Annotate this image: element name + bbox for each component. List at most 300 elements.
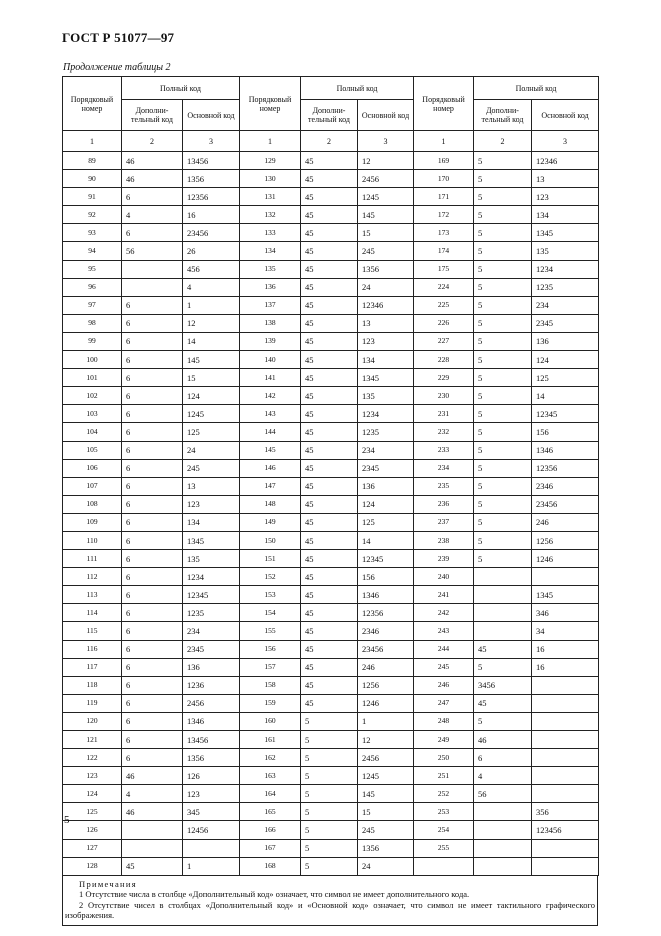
- basic-code-cell: 125: [532, 369, 599, 387]
- additional-code-cell: 45: [301, 170, 358, 188]
- additional-code-cell: 45: [301, 260, 358, 278]
- basic-code-cell: 12: [183, 314, 240, 332]
- table-row: [63, 513, 599, 531]
- basic-code-cell: 23456: [358, 640, 414, 658]
- table-row: [63, 423, 599, 441]
- basic-code-cell: 13456: [183, 731, 240, 749]
- basic-code-cell: 12346: [532, 152, 599, 170]
- ordinal-cell: 99: [63, 332, 122, 350]
- additional-code-cell: 45: [301, 622, 358, 640]
- basic-code-cell: 1245: [183, 405, 240, 423]
- ordinal-cell: 113: [63, 586, 122, 604]
- ordinal-cell: 117: [63, 658, 122, 676]
- basic-code-cell: [532, 568, 599, 586]
- additional-code-header: Дополни-тельный код: [122, 100, 183, 131]
- additional-code-cell: 5: [301, 803, 358, 821]
- ordinal-cell: 91: [63, 188, 122, 206]
- basic-code-cell: 13: [532, 170, 599, 188]
- ordinal-cell: 95: [63, 260, 122, 278]
- additional-code-cell: 6: [122, 369, 183, 387]
- basic-code-cell: 345: [183, 803, 240, 821]
- basic-code-cell: 1246: [358, 694, 414, 712]
- ordinal-cell: 120: [63, 712, 122, 730]
- ordinal-cell: 139: [240, 332, 301, 350]
- ordinal-cell: 159: [240, 694, 301, 712]
- basic-code-cell: 123: [183, 495, 240, 513]
- ordinal-cell: 116: [63, 640, 122, 658]
- basic-code-cell: 135: [358, 387, 414, 405]
- ordinal-header: Порядковый номер: [240, 77, 301, 131]
- additional-code-cell: 46: [474, 731, 532, 749]
- ordinal-cell: 140: [240, 351, 301, 369]
- table-row: [63, 857, 599, 875]
- ordinal-cell: 149: [240, 513, 301, 531]
- basic-code-cell: 136: [532, 332, 599, 350]
- column-number: 2: [122, 131, 183, 152]
- additional-code-cell: 5: [301, 839, 358, 857]
- additional-code-cell: 5: [474, 441, 532, 459]
- basic-code-cell: 13: [183, 477, 240, 495]
- ordinal-cell: 125: [63, 803, 122, 821]
- basic-code-cell: [183, 839, 240, 857]
- additional-code-cell: 5: [474, 477, 532, 495]
- full-code-header: Полный код: [122, 77, 240, 100]
- ordinal-cell: 106: [63, 459, 122, 477]
- table-row: [63, 332, 599, 350]
- basic-code-cell: 1356: [358, 839, 414, 857]
- ordinal-cell: 94: [63, 242, 122, 260]
- additional-code-cell: 6: [122, 459, 183, 477]
- additional-code-cell: 5: [474, 423, 532, 441]
- additional-code-cell: 45: [301, 531, 358, 549]
- table-row: [63, 387, 599, 405]
- ordinal-header: Порядковый номер: [63, 77, 122, 131]
- additional-code-cell: 6: [122, 586, 183, 604]
- additional-code-cell: 5: [474, 260, 532, 278]
- basic-code-cell: 245: [358, 242, 414, 260]
- ordinal-cell: 148: [240, 495, 301, 513]
- ordinal-cell: [414, 857, 474, 875]
- basic-code-cell: 1256: [532, 531, 599, 549]
- additional-code-cell: 6: [122, 658, 183, 676]
- ordinal-cell: 241: [414, 586, 474, 604]
- additional-code-cell: 6: [122, 332, 183, 350]
- basic-code-cell: 1235: [532, 278, 599, 296]
- basic-code-cell: 346: [532, 604, 599, 622]
- column-number: 2: [301, 131, 358, 152]
- additional-code-cell: 6: [122, 676, 183, 694]
- additional-code-cell: [474, 803, 532, 821]
- basic-code-cell: 13: [358, 314, 414, 332]
- basic-code-cell: 15: [358, 224, 414, 242]
- ordinal-cell: 254: [414, 821, 474, 839]
- additional-code-cell: 6: [122, 550, 183, 568]
- basic-code-cell: [532, 749, 599, 767]
- basic-code-cell: 1256: [358, 676, 414, 694]
- table-row: [63, 676, 599, 694]
- additional-code-header: Дополни-тельный код: [474, 100, 532, 131]
- ordinal-cell: 244: [414, 640, 474, 658]
- additional-code-cell: 6: [122, 731, 183, 749]
- basic-code-cell: 12356: [358, 604, 414, 622]
- ordinal-cell: 135: [240, 260, 301, 278]
- additional-code-cell: 45: [301, 332, 358, 350]
- additional-code-cell: 45: [301, 242, 358, 260]
- table-row: [63, 694, 599, 712]
- additional-code-cell: 6: [122, 640, 183, 658]
- basic-code-cell: 16: [532, 658, 599, 676]
- ordinal-cell: 107: [63, 477, 122, 495]
- ordinal-cell: 118: [63, 676, 122, 694]
- additional-code-cell: 6: [122, 387, 183, 405]
- column-number: 3: [358, 131, 414, 152]
- additional-code-cell: 5: [474, 369, 532, 387]
- basic-code-cell: [532, 767, 599, 785]
- basic-code-cell: 12345: [183, 586, 240, 604]
- basic-code-cell: 1356: [358, 260, 414, 278]
- additional-code-cell: 5: [474, 513, 532, 531]
- additional-code-cell: 45: [301, 586, 358, 604]
- ordinal-cell: 157: [240, 658, 301, 676]
- ordinal-header: Порядковый номер: [414, 77, 474, 131]
- ordinal-cell: 146: [240, 459, 301, 477]
- ordinal-cell: 226: [414, 314, 474, 332]
- full-code-header: Полный код: [301, 77, 414, 100]
- additional-code-cell: 6: [122, 405, 183, 423]
- basic-code-cell: 123: [358, 332, 414, 350]
- basic-code-cell: 4: [183, 278, 240, 296]
- column-number: 1: [414, 131, 474, 152]
- ordinal-cell: 242: [414, 604, 474, 622]
- basic-code-cell: 1345: [358, 369, 414, 387]
- additional-code-cell: 5: [474, 170, 532, 188]
- basic-code-cell: 123: [183, 785, 240, 803]
- additional-code-cell: 5: [474, 152, 532, 170]
- additional-code-cell: 5: [474, 188, 532, 206]
- basic-code-cell: 246: [358, 658, 414, 676]
- ordinal-cell: 252: [414, 785, 474, 803]
- ordinal-cell: 235: [414, 477, 474, 495]
- ordinal-cell: 247: [414, 694, 474, 712]
- additional-code-cell: 45: [301, 387, 358, 405]
- basic-code-cell: 134: [532, 206, 599, 224]
- additional-code-cell: 6: [122, 224, 183, 242]
- additional-code-cell: 6: [122, 531, 183, 549]
- ordinal-cell: 128: [63, 857, 122, 875]
- basic-code-cell: 2346: [532, 477, 599, 495]
- additional-code-cell: 45: [301, 278, 358, 296]
- additional-code-cell: 5: [301, 767, 358, 785]
- basic-code-cell: [532, 731, 599, 749]
- column-number: 3: [183, 131, 240, 152]
- additional-code-cell: [474, 857, 532, 875]
- table-row: [63, 604, 599, 622]
- notes-block: [62, 876, 598, 926]
- note-item: 2 Отсутствие чисел в столбцах «Дополнительный код» и «Основной код» означает, что символ не имеет тактильного графического изображения.: [65, 899, 595, 921]
- additional-code-cell: 46: [122, 767, 183, 785]
- table-row: [63, 477, 599, 495]
- table-row: [63, 188, 599, 206]
- ordinal-cell: 141: [240, 369, 301, 387]
- ordinal-cell: 144: [240, 423, 301, 441]
- additional-code-cell: 46: [122, 803, 183, 821]
- additional-code-cell: 6: [122, 622, 183, 640]
- basic-code-cell: 13456: [183, 152, 240, 170]
- table-row: [63, 224, 599, 242]
- additional-code-cell: 45: [301, 351, 358, 369]
- ordinal-cell: 175: [414, 260, 474, 278]
- additional-code-cell: 6: [122, 568, 183, 586]
- basic-code-cell: [532, 839, 599, 857]
- basic-code-cell: 12456: [183, 821, 240, 839]
- ordinal-cell: 137: [240, 296, 301, 314]
- basic-code-cell: 12346: [358, 296, 414, 314]
- additional-code-cell: 5: [474, 224, 532, 242]
- basic-code-cell: 12: [358, 152, 414, 170]
- ordinal-cell: 131: [240, 188, 301, 206]
- basic-code-cell: 1: [183, 296, 240, 314]
- basic-code-cell: 124: [358, 495, 414, 513]
- ordinal-cell: 124: [63, 785, 122, 803]
- ordinal-cell: 104: [63, 423, 122, 441]
- basic-code-cell: 15: [183, 369, 240, 387]
- ordinal-cell: 110: [63, 531, 122, 549]
- basic-code-cell: 246: [532, 513, 599, 531]
- basic-code-cell: 2345: [532, 314, 599, 332]
- additional-code-cell: 45: [301, 296, 358, 314]
- ordinal-cell: 145: [240, 441, 301, 459]
- basic-code-cell: 23456: [532, 495, 599, 513]
- ordinal-cell: 230: [414, 387, 474, 405]
- ordinal-cell: 101: [63, 369, 122, 387]
- basic-code-cell: 26: [183, 242, 240, 260]
- additional-code-cell: 45: [301, 513, 358, 531]
- table-row: [63, 839, 599, 857]
- basic-code-cell: 125: [183, 423, 240, 441]
- basic-code-cell: 2456: [183, 694, 240, 712]
- table-row: [63, 731, 599, 749]
- basic-code-cell: 12: [358, 731, 414, 749]
- ordinal-cell: 173: [414, 224, 474, 242]
- ordinal-cell: 108: [63, 495, 122, 513]
- ordinal-cell: 129: [240, 152, 301, 170]
- table-row: [63, 206, 599, 224]
- code-table-container: [62, 76, 598, 926]
- table-row: [63, 640, 599, 658]
- table-row: [63, 785, 599, 803]
- ordinal-cell: 161: [240, 731, 301, 749]
- additional-code-cell: [474, 839, 532, 857]
- additional-code-cell: 5: [474, 332, 532, 350]
- additional-code-cell: 5: [301, 712, 358, 730]
- table-row: [63, 459, 599, 477]
- basic-code-cell: 24: [358, 278, 414, 296]
- basic-code-cell: 135: [183, 550, 240, 568]
- ordinal-cell: 96: [63, 278, 122, 296]
- basic-code-cell: 123456: [532, 821, 599, 839]
- additional-code-cell: [474, 586, 532, 604]
- ordinal-cell: 92: [63, 206, 122, 224]
- additional-code-cell: 5: [474, 242, 532, 260]
- basic-code-cell: 12345: [358, 550, 414, 568]
- additional-code-cell: 5: [474, 206, 532, 224]
- basic-code-cell: 1346: [358, 586, 414, 604]
- basic-code-cell: 2456: [358, 170, 414, 188]
- basic-code-cell: 125: [358, 513, 414, 531]
- table-row: [63, 314, 599, 332]
- additional-code-cell: 5: [301, 785, 358, 803]
- additional-code-cell: 6: [122, 712, 183, 730]
- basic-code-cell: 2346: [358, 622, 414, 640]
- ordinal-cell: 89: [63, 152, 122, 170]
- additional-code-cell: [474, 821, 532, 839]
- basic-code-cell: 1346: [532, 441, 599, 459]
- column-number: 2: [474, 131, 532, 152]
- additional-code-cell: 45: [301, 152, 358, 170]
- additional-code-cell: 45: [301, 423, 358, 441]
- basic-code-cell: [532, 857, 599, 875]
- ordinal-cell: 253: [414, 803, 474, 821]
- basic-code-cell: [532, 785, 599, 803]
- table-row: [63, 495, 599, 513]
- ordinal-cell: 133: [240, 224, 301, 242]
- basic-code-cell: 356: [532, 803, 599, 821]
- table-body: [63, 152, 599, 876]
- ordinal-cell: 93: [63, 224, 122, 242]
- basic-code-cell: 1356: [183, 749, 240, 767]
- ordinal-cell: 249: [414, 731, 474, 749]
- ordinal-cell: 123: [63, 767, 122, 785]
- ordinal-cell: 166: [240, 821, 301, 839]
- ordinal-cell: 100: [63, 351, 122, 369]
- table-row: [63, 441, 599, 459]
- basic-code-cell: 2456: [358, 749, 414, 767]
- table-row: [63, 712, 599, 730]
- basic-code-cell: 12356: [183, 188, 240, 206]
- basic-code-cell: 1246: [532, 550, 599, 568]
- ordinal-cell: 250: [414, 749, 474, 767]
- ordinal-cell: 231: [414, 405, 474, 423]
- additional-code-cell: 6: [122, 694, 183, 712]
- additional-code-cell: 56: [474, 785, 532, 803]
- basic-code-cell: 24: [358, 857, 414, 875]
- additional-code-cell: 45: [301, 405, 358, 423]
- table-row: [63, 622, 599, 640]
- additional-code-cell: 6: [122, 441, 183, 459]
- column-number: 1: [240, 131, 301, 152]
- code-table: [62, 76, 599, 876]
- ordinal-cell: 138: [240, 314, 301, 332]
- ordinal-cell: 224: [414, 278, 474, 296]
- ordinal-cell: 155: [240, 622, 301, 640]
- basic-code-cell: 1235: [358, 423, 414, 441]
- additional-code-cell: [474, 604, 532, 622]
- ordinal-cell: 90: [63, 170, 122, 188]
- additional-code-cell: 45: [474, 694, 532, 712]
- additional-code-cell: 45: [301, 640, 358, 658]
- additional-code-cell: 5: [474, 495, 532, 513]
- additional-code-cell: 45: [301, 676, 358, 694]
- basic-code-cell: 1234: [532, 260, 599, 278]
- basic-code-cell: 135: [532, 242, 599, 260]
- table-row: [63, 803, 599, 821]
- document-id: ГОСТ Р 51077—97: [62, 30, 175, 45]
- basic-code-cell: 14: [358, 531, 414, 549]
- ordinal-cell: 234: [414, 459, 474, 477]
- basic-code-header: Основной код: [532, 100, 599, 131]
- basic-code-cell: 245: [183, 459, 240, 477]
- note-item: 1 Отсутствие числа в столбце «Дополнительный код» означает, что символ не имеет дополнительного кода.: [79, 889, 470, 900]
- basic-code-cell: [532, 676, 599, 694]
- column-number: 1: [63, 131, 122, 152]
- table-row: [63, 749, 599, 767]
- notes-title: Примечания: [79, 878, 137, 889]
- basic-code-cell: 12356: [532, 459, 599, 477]
- additional-code-cell: 5: [474, 658, 532, 676]
- ordinal-cell: 136: [240, 278, 301, 296]
- additional-code-cell: 5: [301, 857, 358, 875]
- basic-code-cell: 1235: [183, 604, 240, 622]
- basic-code-header: Основной код: [358, 100, 414, 131]
- ordinal-cell: 122: [63, 749, 122, 767]
- basic-code-cell: 1346: [183, 712, 240, 730]
- table-row: [63, 351, 599, 369]
- additional-code-cell: 5: [474, 712, 532, 730]
- basic-code-cell: 245: [358, 821, 414, 839]
- additional-code-cell: 5: [474, 314, 532, 332]
- ordinal-cell: 153: [240, 586, 301, 604]
- additional-code-cell: 6: [474, 749, 532, 767]
- additional-code-cell: [474, 622, 532, 640]
- additional-code-cell: 6: [122, 351, 183, 369]
- additional-code-cell: 45: [301, 441, 358, 459]
- ordinal-cell: 143: [240, 405, 301, 423]
- basic-code-cell: 456: [183, 260, 240, 278]
- basic-code-cell: 1245: [358, 188, 414, 206]
- table-row: [63, 296, 599, 314]
- ordinal-cell: 163: [240, 767, 301, 785]
- additional-code-header: Дополни-тельный код: [301, 100, 358, 131]
- ordinal-cell: 174: [414, 242, 474, 260]
- table-row: [63, 658, 599, 676]
- column-number-row: [63, 131, 599, 152]
- basic-code-cell: 1234: [358, 405, 414, 423]
- basic-code-cell: 1234: [183, 568, 240, 586]
- ordinal-cell: 255: [414, 839, 474, 857]
- ordinal-cell: 156: [240, 640, 301, 658]
- additional-code-cell: 46: [122, 152, 183, 170]
- ordinal-cell: 112: [63, 568, 122, 586]
- ordinal-cell: 162: [240, 749, 301, 767]
- ordinal-cell: 232: [414, 423, 474, 441]
- ordinal-cell: 114: [63, 604, 122, 622]
- additional-code-cell: 5: [474, 296, 532, 314]
- table-row: [63, 531, 599, 549]
- basic-code-cell: 136: [358, 477, 414, 495]
- ordinal-cell: 151: [240, 550, 301, 568]
- ordinal-cell: 170: [414, 170, 474, 188]
- basic-code-cell: 2345: [358, 459, 414, 477]
- additional-code-cell: 45: [301, 495, 358, 513]
- ordinal-cell: 236: [414, 495, 474, 513]
- additional-code-cell: [122, 839, 183, 857]
- basic-code-cell: 1345: [183, 531, 240, 549]
- basic-code-cell: 16: [532, 640, 599, 658]
- additional-code-cell: 45: [301, 568, 358, 586]
- basic-code-cell: 15: [358, 803, 414, 821]
- basic-code-cell: 124: [183, 387, 240, 405]
- additional-code-cell: 5: [474, 351, 532, 369]
